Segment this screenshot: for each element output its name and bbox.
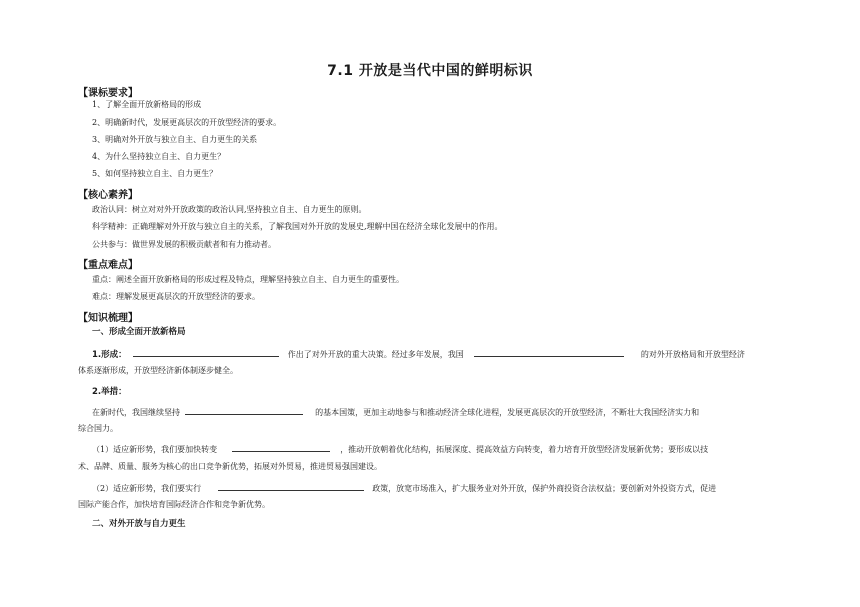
list-item: 科学精神：正确理解对外开放与独立自主的关系，了解我国对外开放的发展史,理解中国在经济全球化发展中的作用。 bbox=[92, 222, 503, 231]
page-title: 7.1 开放是当代中国的鲜明标识 bbox=[327, 63, 533, 79]
point-1-text: ，推动开放朝着优化结构，拓展深度、提高效益方向转变，着力培育开放型经济发展新优势；要形成以技 bbox=[340, 445, 709, 454]
section-heading-knowledge: 【知识梳理】 bbox=[78, 313, 138, 324]
formation-line bbox=[92, 348, 745, 360]
section-heading-core-literacy: 【核心素养】 bbox=[78, 190, 138, 201]
measures-text: 的基本国策，更加主动地参与和推动经济全球化进程，发展更高层次的开放型经济，不断壮大我国经济实力和 bbox=[315, 408, 700, 417]
point-1-text: （1）适应新形势，我们要加快转变 bbox=[92, 445, 218, 454]
section-heading-curriculum: 【课标要求】 bbox=[78, 88, 138, 99]
list-item: 公共参与：做世界发展的积极贡献者和有力推动者。 bbox=[92, 240, 276, 249]
measures-line-2: 综合国力。 bbox=[78, 424, 118, 433]
formation-text: 的对外开放格局和开放型经济 bbox=[640, 350, 745, 359]
subsection-title: 一、形成全面开放新格局 bbox=[92, 327, 186, 337]
point-2-text: 政策，放宽市场准入，扩大服务业对外开放，保护外商投资合法权益；要创新对外投资方式，促进 bbox=[372, 484, 717, 493]
fill-blank[interactable] bbox=[185, 406, 303, 415]
section-heading-key-points: 【重点难点】 bbox=[78, 260, 138, 271]
formation-line-2: 体系逐渐形成，开放型经济新体制逐步健全。 bbox=[78, 366, 238, 375]
point-1-line-2: 术、品牌、质量、服务为核心的出口竞争新优势，拓展对外贸易，推进贸易强国建设。 bbox=[78, 462, 382, 471]
list-item: 政治认同：树立对对外开放政策的政治认同,坚持独立自主、自力更生的原则。 bbox=[92, 205, 367, 214]
measures-text: 在新时代，我国继续坚持 bbox=[92, 408, 180, 417]
list-item: 5、如何坚持独立自主、自力更生？ bbox=[92, 169, 218, 178]
list-item: 2、明确新时代，发展更高层次的开放型经济的要求。 bbox=[92, 118, 282, 127]
fill-blank[interactable] bbox=[218, 482, 364, 491]
formation-text: 作出了对外开放的重大决策。经过多年发展，我国 bbox=[287, 350, 464, 359]
point-2-text: （2）适应新形势，我们要实行 bbox=[92, 484, 202, 493]
list-item: 重点：阐述全面开放新格局的形成过程及特点，理解坚持独立自主、自力更生的重要性。 bbox=[92, 275, 404, 284]
subsection-title: 二、对外开放与自力更生 bbox=[92, 519, 186, 529]
fill-blank[interactable] bbox=[232, 443, 330, 452]
list-item: 1、了解全面开放新格局的形成 bbox=[92, 100, 202, 109]
measures-line bbox=[92, 406, 699, 418]
fill-blank[interactable] bbox=[133, 348, 279, 357]
point-1-line bbox=[92, 443, 708, 455]
list-item: 3、明确对外开放与独立自主、自力更生的关系 bbox=[92, 135, 258, 144]
point-2-line-2: 国际产能合作，加快培育国际经济合作和竞争新优势。 bbox=[78, 500, 270, 509]
list-item: 4、为什么坚持独立自主、自力更生？ bbox=[92, 152, 226, 161]
fill-blank[interactable] bbox=[474, 348, 624, 357]
point-2-line bbox=[92, 482, 716, 494]
measures-label: 2.举措： bbox=[92, 387, 127, 397]
formation-label: 1.形成： bbox=[92, 350, 127, 360]
list-item: 难点：理解发展更高层次的开放型经济的要求。 bbox=[92, 292, 260, 301]
